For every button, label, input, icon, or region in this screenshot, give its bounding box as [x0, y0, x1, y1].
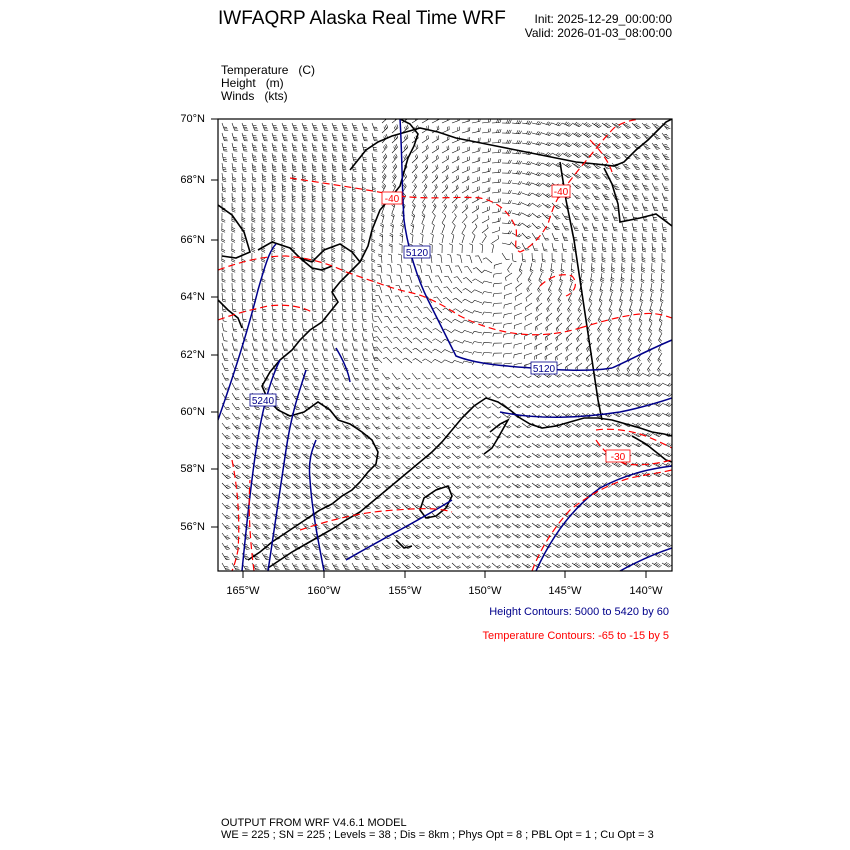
lon-label-160w: 160°W: [307, 585, 341, 597]
init-time: Init: 2025-12-29_00:00:00: [534, 12, 672, 26]
lat-label-60n: 60°N: [180, 406, 205, 418]
valid-time: Valid: 2026-01-03_08:00:00: [524, 26, 672, 40]
lon-label-150w: 150°W: [468, 585, 502, 597]
lat-label-62n: 62°N: [180, 349, 205, 361]
field-winds: Winds (kts): [221, 89, 288, 103]
model-version: OUTPUT FROM WRF V4.6.1 MODEL: [221, 817, 407, 829]
lat-label-58n: 58°N: [180, 463, 205, 475]
coastlines: [218, 119, 672, 568]
temperature-label-3: [606, 450, 630, 463]
temperature-label-1: [382, 192, 402, 205]
chart-title: IWFAQRP Alaska Real Time WRF: [218, 8, 506, 29]
height-contours: [218, 119, 672, 571]
field-temperature: Temperature (C): [221, 63, 316, 77]
lat-label-56n: 56°N: [180, 521, 205, 533]
temperature-contour-note: Temperature Contours: -65 to -15 by 5: [482, 630, 669, 642]
model-footer: [221, 817, 654, 841]
lon-label-145w: 145°W: [548, 585, 582, 597]
height-label-1: [404, 246, 430, 259]
wind-barbs: [222, 114, 672, 570]
latitude-ticks: [211, 119, 218, 527]
map-frame: [218, 119, 672, 571]
temperature-contours: [218, 119, 672, 571]
lat-label-64n: 64°N: [180, 291, 205, 303]
lat-label-68n: 68°N: [180, 174, 205, 186]
model-config: WE = 225 ; SN = 225 ; Levels = 38 ; Dis = 8km ; Phys Opt = 8 ; PBL Opt = 1 ; Cu Opt = 3: [221, 829, 654, 841]
lon-label-140w: 140°W: [629, 585, 663, 597]
lat-label-70n: 70°N: [180, 113, 205, 125]
height-label-2: [531, 362, 557, 375]
lon-label-155w: 155°W: [388, 585, 422, 597]
temperature-label-2: [552, 185, 570, 198]
lat-label-66n: 66°N: [180, 234, 205, 246]
height-contour-note: Height Contours: 5000 to 5420 by 60: [489, 606, 669, 618]
longitude-ticks: [243, 571, 646, 578]
height-label-3: [250, 394, 276, 407]
lon-label-165w: 165°W: [226, 585, 260, 597]
field-height: Height (m): [221, 76, 284, 90]
